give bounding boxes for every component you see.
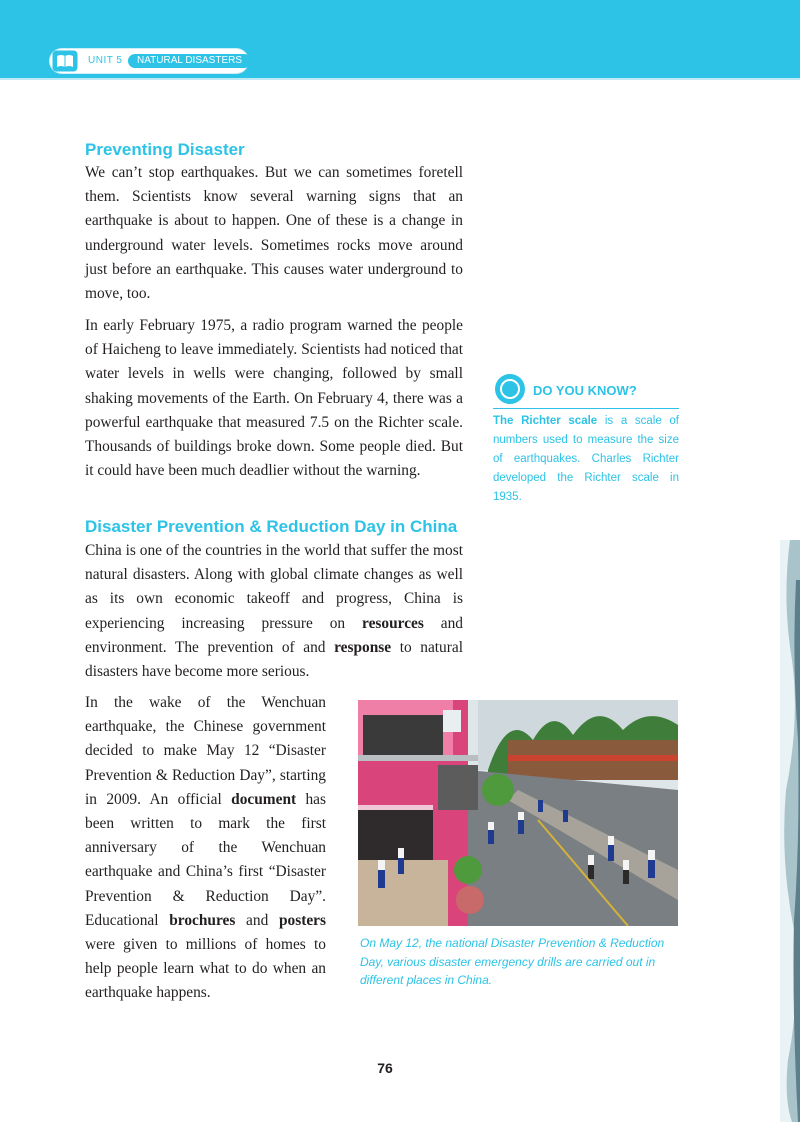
earthquake-drill-photo xyxy=(358,700,678,926)
keyword-brochures: brochures xyxy=(169,911,236,929)
paragraph-wenchuan: In the wake of the Wenchuan earthquake, the Chinese government decided to make May 12 “Disaster Prevention & Reduction Day”, starting in 2009. An official document has been written to mark the first anniversary of the Wenchuan earthquake and China’s first “Disaster Prevention & Reduction Day”. Educational brochures and posters were given to millions of homes to help people learn what to do when an earthquake happens. xyxy=(85,694,326,1002)
paragraph-china-disasters: China is one of the countries in the world that suffer the most natural disasters. Along with global climate changes as well as its own economic takeoff and progress, China is experiencing increasing pressure on resources and environment. The prevention of and response to natural disasters have become more serious. xyxy=(85,542,463,681)
wave-decoration xyxy=(780,540,800,1122)
book-icon xyxy=(52,50,78,72)
section-heading-preventing-disaster: Preventing Disaster xyxy=(85,140,245,159)
unit-title: NATURAL DISASTERS xyxy=(128,54,251,68)
richter-scale-definition: is a scale of numbers used to measure the size of earthquakes. Charles Richter developed the Richter scale in 1935. xyxy=(493,415,680,503)
photo-caption: On May 12, the national Disaster Prevention & Reduction Day, various disaster emergency drills are carried out in different places in China. xyxy=(360,936,665,987)
section-heading-prevention-day: Disaster Prevention & Reduction Day in China xyxy=(85,517,458,536)
paragraph-foretell: We can’t stop earthquakes. But we can sometimes foretell them. Scientists know several warning signs that an earthquake is about to happen. One of these is a change in underground water levels. Sometimes rocks move around just before an earthquake. This causes water underground to move, too. xyxy=(85,164,463,303)
did-you-know-title: DO YOU KNOW? xyxy=(533,383,637,398)
keyword-document: document xyxy=(231,790,297,808)
page-number: 76 xyxy=(377,1060,393,1076)
keyword-resources: resources xyxy=(362,614,424,632)
did-you-know-text xyxy=(493,412,679,507)
keyword-response: response xyxy=(334,638,392,656)
compass-icon xyxy=(493,372,527,406)
unit-label: UNIT 5 xyxy=(88,55,123,66)
header-divider xyxy=(0,78,800,80)
paragraph-haicheng: In early February 1975, a radio program warned the people of Haicheng to leave immediately. Scientists had noticed that water levels in wells were changing, followed by small shaking movements of the Earth. On February 4, there was a powerful earthquake that measured 7.5 on the Richter scale. Thousands of buildings broke down. Some people died. But it could have been much deadlier without the warning. xyxy=(85,317,463,480)
richter-scale-term: The Richter scale xyxy=(493,415,598,427)
keyword-posters: posters xyxy=(278,911,326,929)
did-you-know-rule xyxy=(493,408,679,409)
